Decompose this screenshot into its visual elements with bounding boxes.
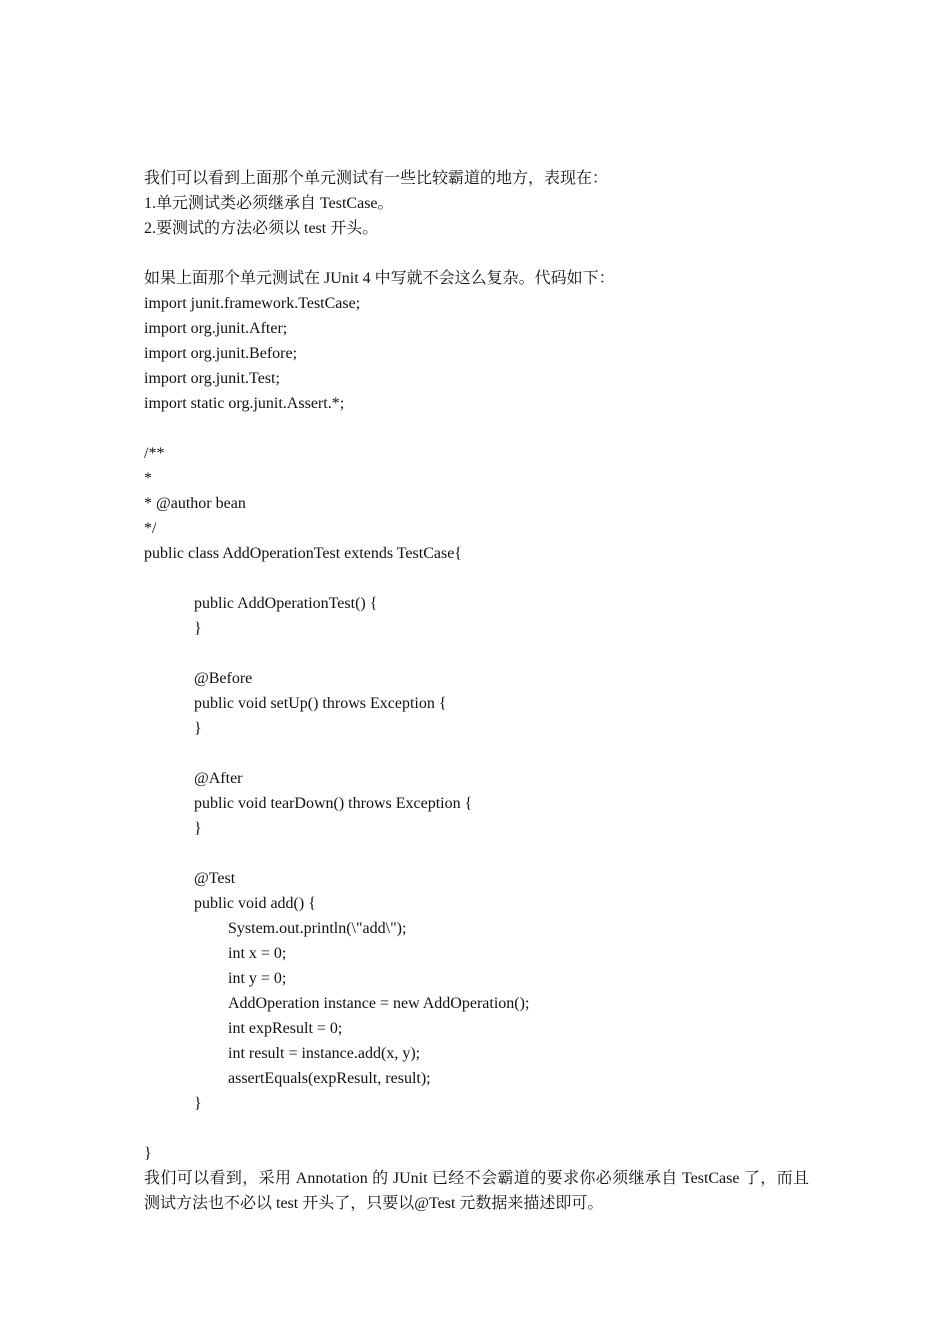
blank-line xyxy=(144,1116,809,1141)
blank-line xyxy=(144,416,809,441)
test-body-line: assertEquals(expResult, result); xyxy=(228,1070,431,1087)
test-body-line: AddOperation instance = new AddOperation(); xyxy=(228,995,530,1012)
test-body-line: System.out.println(\"add\"); xyxy=(228,920,407,937)
junit4-intro: 如果上面那个单元测试在 JUnit 4 中写就不会这么复杂。代码如下： xyxy=(144,270,615,287)
setup-signature: public void setUp() throws Exception { xyxy=(194,695,447,712)
class-declaration: public class AddOperationTest extends TestCase{ xyxy=(144,545,462,562)
conclusion-paragraph: 我们可以看到，采用 Annotation 的 JUnit 已经不会霸道的要求你必须继承自 TestCase 了，而且测试方法也不必以 test 开头了，只要以@Test 元数据来描述即可。 xyxy=(144,1170,809,1212)
test-body-line: int x = 0; xyxy=(228,945,287,962)
constructor-close: } xyxy=(194,620,202,637)
test-body-line: int y = 0; xyxy=(228,970,287,987)
blank-line xyxy=(144,641,809,666)
javadoc-line: /** xyxy=(144,445,165,462)
blank-line xyxy=(144,841,809,866)
blank-line xyxy=(144,241,809,266)
intro-line-2: 1.单元测试类必须继承自 TestCase。 xyxy=(144,195,394,212)
test-signature: public void add() { xyxy=(194,895,316,912)
import-line: import junit.framework.TestCase; xyxy=(144,295,361,312)
teardown-signature: public void tearDown() throws Exception { xyxy=(194,795,473,812)
intro-line-3: 2.要测试的方法必须以 test 开头。 xyxy=(144,220,379,237)
import-line: import static org.junit.Assert.*; xyxy=(144,395,345,412)
blank-line xyxy=(144,741,809,766)
setup-annotation: @Before xyxy=(194,670,253,687)
teardown-close: } xyxy=(194,820,202,837)
javadoc-line: * @author bean xyxy=(144,495,246,512)
setup-close: } xyxy=(194,720,202,737)
javadoc-line: */ xyxy=(144,520,157,537)
javadoc-line: * xyxy=(144,470,152,487)
blank-line xyxy=(144,566,809,591)
test-annotation: @Test xyxy=(194,870,236,887)
teardown-annotation: @After xyxy=(194,770,243,787)
import-line: import org.junit.Before; xyxy=(144,345,298,362)
test-body-line: int expResult = 0; xyxy=(228,1020,343,1037)
test-close: } xyxy=(194,1095,202,1112)
constructor-signature: public AddOperationTest() { xyxy=(194,595,378,612)
class-close: } xyxy=(144,1145,152,1162)
import-line: import org.junit.Test; xyxy=(144,370,280,387)
document-content xyxy=(144,166,809,1216)
import-line: import org.junit.After; xyxy=(144,320,288,337)
test-body-line: int result = instance.add(x, y); xyxy=(228,1045,421,1062)
intro-line-1: 我们可以看到上面那个单元测试有一些比较霸道的地方，表现在： xyxy=(144,170,609,187)
